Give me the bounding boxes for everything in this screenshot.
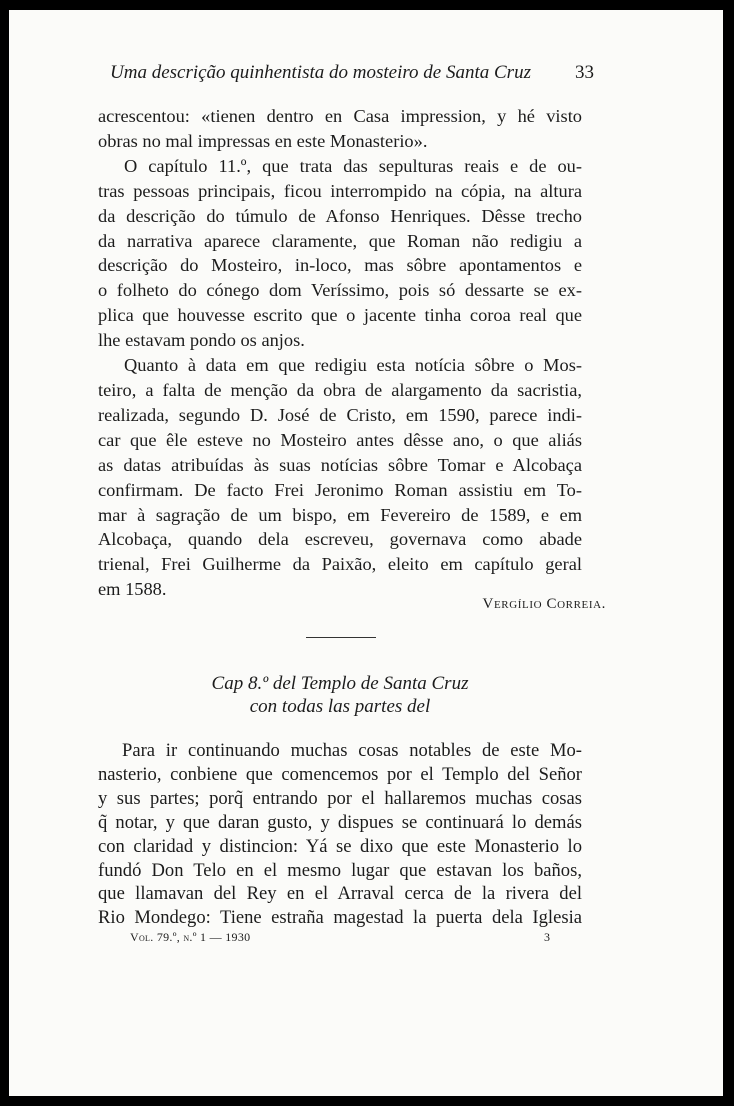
- text-line: Rio Mondego: Tiene estraña magestad la puerta dela Iglesia: [98, 907, 582, 929]
- text-line: da narrativa aparece claramente, que Roman não redigiu a: [98, 230, 582, 251]
- page-number: 33: [575, 62, 594, 83]
- section-divider: [306, 637, 376, 638]
- text-line: O capítulo 11.º, que trata das sepulturas reais e de ou-: [124, 155, 582, 176]
- text-line: da descrição do túmulo de Afonso Henriques. Dêsse trecho: [98, 205, 582, 226]
- text-line: Alcobaça, quando dela escreveu, governava como abade: [98, 529, 582, 550]
- chapter-heading-line-2: con todas las partes del: [249, 696, 431, 717]
- running-head: [110, 62, 594, 92]
- text-line: obras no mal impressas en este Monasterio».: [98, 130, 428, 151]
- text-line: lhe estavam pondo os anjos.: [98, 330, 305, 351]
- text-line: con claridad y distincion: Yá se dixo que este Monasterio lo: [98, 835, 582, 857]
- text-line: em 1588.: [98, 579, 167, 600]
- author-signature: Vergílio Correia.: [482, 596, 606, 612]
- article-body: [98, 104, 582, 602]
- text-line: descrição do Mosteiro, in-loco, mas sôbre apontamentos e: [98, 255, 582, 276]
- text-line: y sus partes; porq̃ entrando por el hallaremos muchas cosas: [98, 787, 582, 809]
- text-line: teiro, a falta de menção da obra de alargamento da sacristia,: [98, 379, 582, 400]
- text-line: q̃ notar, y que daran gusto, y dispues se continuará lo demás: [98, 811, 582, 833]
- text-line: mar à sagração de um bispo, em Fevereiro de 1589, e em: [98, 504, 582, 525]
- text-line: plica que houvesse escrito que o jacente tinha coroa real que: [98, 305, 582, 326]
- text-line: Para ir continuando muchas cosas notables de este Mo-: [122, 740, 582, 761]
- text-line: que llamavan del Rey en el Arraval cerca de la rivera del: [98, 883, 582, 905]
- running-head-title: Uma descrição quinhentista do mosteiro de Santa Cruz: [110, 62, 531, 83]
- text-line: Quanto à data em que redigiu esta notícia sôbre o Mos-: [124, 355, 582, 376]
- page-footer: [130, 930, 550, 950]
- text-line: nasterio, conbiene que comencemos por el Templo del Señor: [98, 763, 582, 785]
- chapter-heading-line-1: Cap 8.º del Templo de Santa Cruz: [211, 673, 469, 694]
- text-line: o folheto do cónego dom Veríssimo, pois só dessarte se ex-: [98, 280, 582, 301]
- text-line: confirmam. De facto Frei Jeronimo Roman assistiu em To-: [98, 479, 582, 500]
- text-line: acrescentou: «tienen dentro en Casa impression, y hé visto: [98, 106, 582, 126]
- volume-info: Vol. 79.º, n.º 1 — 1930: [130, 930, 251, 944]
- signature-mark: 3: [544, 930, 550, 944]
- text-line: realizada, segundo D. José de Cristo, em 1590, parece indi-: [98, 404, 582, 425]
- text-line: as datas atribuídas às suas notícias sôbre Tomar e Alcobaça: [98, 454, 582, 475]
- chapter-heading: [98, 672, 582, 718]
- text-line: fundó Don Telo en el mesmo lugar que estavan los baños,: [98, 859, 582, 881]
- spanish-text: [98, 739, 582, 930]
- text-line: trienal, Frei Guilherme da Paixão, eleito em capítulo geral: [98, 554, 582, 575]
- text-line: car que êle esteve no Mosteiro antes dêsse ano, o que aliás: [98, 429, 582, 450]
- text-line: tras pessoas principais, ficou interrompido na cópia, na altura: [98, 180, 582, 201]
